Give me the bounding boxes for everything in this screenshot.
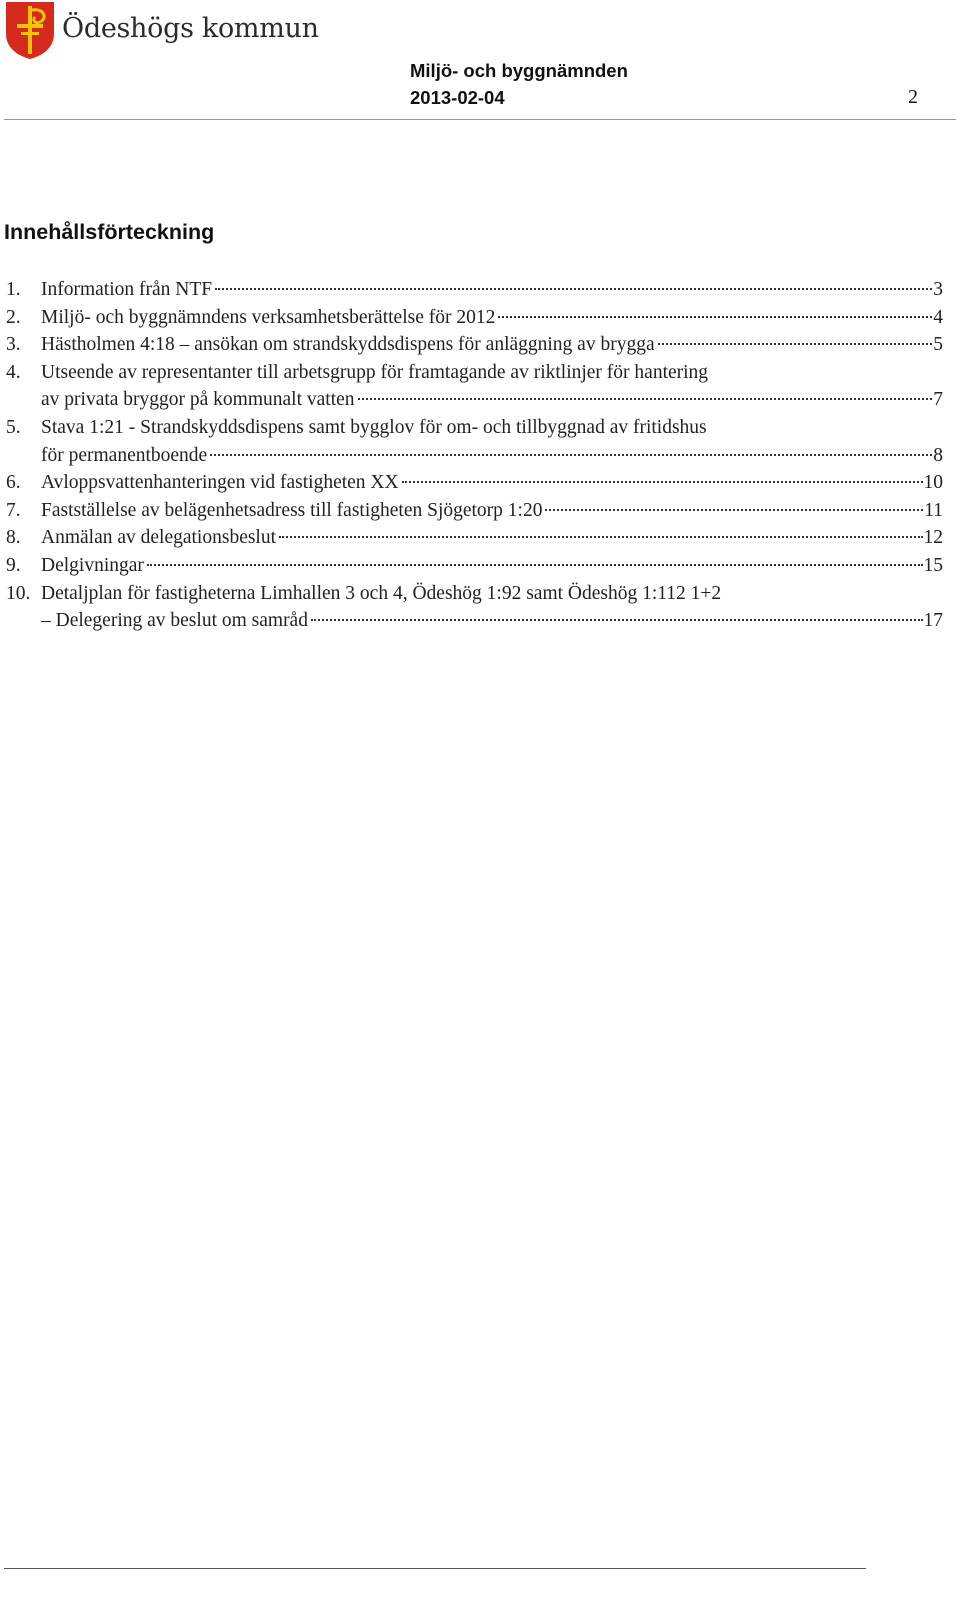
toc-entry-title: Hästholmen 4:18 – ansökan om strandskyddsdispens för anläggning av brygga xyxy=(41,334,655,356)
dot-leader xyxy=(358,398,933,400)
toc-entry[interactable] xyxy=(0,331,943,359)
toc-entry-number: 1. xyxy=(6,279,21,300)
toc-entry-number: 3. xyxy=(6,334,21,356)
page-number: 2 xyxy=(908,86,918,108)
toc-entry[interactable] xyxy=(0,359,943,414)
logo xyxy=(4,0,319,60)
toc-entry-line xyxy=(41,442,943,470)
toc-entry-page: 4 xyxy=(933,306,943,328)
toc-entry-line xyxy=(41,497,943,525)
toc-entry-page: 5 xyxy=(933,334,943,356)
toc-entry-page: 17 xyxy=(923,610,943,632)
toc-entry-title: Delgivningar xyxy=(41,554,144,576)
toc-entry-title: Information från NTF xyxy=(41,279,213,300)
toc-entry-title: av privata bryggor på kommunalt vatten xyxy=(41,389,355,411)
toc-entry-title: Avloppsvattenhanteringen vid fastigheten XX xyxy=(41,472,399,494)
toc-entry-page: 12 xyxy=(923,527,943,549)
dot-leader xyxy=(545,509,923,511)
dot-leader xyxy=(147,564,923,566)
toc-entry-number: 5. xyxy=(6,416,21,438)
toc-entry[interactable] xyxy=(0,276,943,304)
toc-entry-title: Utseende av representanter till arbetsgrupp för framtagande av riktlinjer för hantering xyxy=(41,361,709,383)
toc-entry-page: 8 xyxy=(933,444,943,466)
toc-entry-line xyxy=(41,276,943,304)
toc-entry[interactable] xyxy=(0,469,943,497)
toc-entry-title: Miljö- och byggnämndens verksamhetsberättelse för 2012 xyxy=(41,306,496,328)
toc-entry-page: 3 xyxy=(933,279,943,300)
toc-entry-line xyxy=(41,414,943,442)
meeting-date: 2013-02-04 xyxy=(410,87,505,108)
toc-entry-line xyxy=(41,580,943,608)
toc-entry-page: 11 xyxy=(924,499,943,521)
municipal-coat-of-arms-icon xyxy=(4,0,56,60)
org-name: Ödeshögs kommun xyxy=(62,12,319,44)
toc-entry-title: Stava 1:21 - Strandskyddsdispens samt bygglov för om- och tillbyggnad av fritidshus xyxy=(41,416,707,438)
toc-entry-number: 6. xyxy=(6,472,21,494)
toc-entry-number: 8. xyxy=(6,527,21,549)
dot-leader xyxy=(210,454,932,456)
dot-leader xyxy=(498,316,932,318)
toc-entry-line xyxy=(41,386,943,414)
toc-entry-page: 15 xyxy=(923,554,943,576)
toc-entry-title: Fastställelse av belägenhetsadress till fastigheten Sjögetorp 1:20 xyxy=(41,499,543,521)
dot-leader xyxy=(279,536,922,538)
toc-entry-title: Detaljplan för fastigheterna Limhallen 3 och 4, Ödeshög 1:92 samt Ödeshög 1:112 1+2 xyxy=(41,582,722,604)
toc-entry[interactable] xyxy=(0,414,943,469)
toc-entry[interactable] xyxy=(0,552,943,580)
toc-entry[interactable] xyxy=(0,304,943,332)
toc-entry-title: Anmälan av delegationsbeslut xyxy=(41,527,277,549)
toc-entry[interactable] xyxy=(0,580,943,635)
toc-entry-number: 9. xyxy=(6,554,21,576)
toc-entry-line xyxy=(41,469,943,497)
toc-entry-line xyxy=(41,524,943,552)
header-divider xyxy=(4,119,956,120)
toc-entry-line xyxy=(41,607,943,635)
toc-entry-line xyxy=(41,304,943,332)
toc-entry-number: 2. xyxy=(6,306,21,328)
dot-leader xyxy=(402,481,923,483)
toc-entry-line xyxy=(41,552,943,580)
toc-entry-number: 7. xyxy=(6,499,21,521)
dot-leader xyxy=(215,288,932,290)
table-of-contents xyxy=(0,276,960,635)
footer-divider xyxy=(4,1568,866,1569)
dot-leader xyxy=(658,343,933,345)
toc-entry-number: 4. xyxy=(6,361,21,383)
toc-entry[interactable] xyxy=(0,524,943,552)
toc-entry-title: för permanentboende xyxy=(41,444,208,466)
toc-heading: Innehållsförteckning xyxy=(4,220,215,244)
toc-entry-number: 10. xyxy=(6,582,31,604)
toc-entry[interactable] xyxy=(0,497,943,525)
toc-entry-page: 7 xyxy=(933,389,943,411)
committee-name: Miljö- och byggnämnden xyxy=(410,60,628,81)
toc-entry-line xyxy=(41,359,943,387)
toc-entry-title: – Delegering av beslut om samråd xyxy=(41,610,308,632)
dot-leader xyxy=(311,619,923,621)
toc-entry-line xyxy=(41,331,943,359)
toc-entry-page: 10 xyxy=(923,472,943,494)
